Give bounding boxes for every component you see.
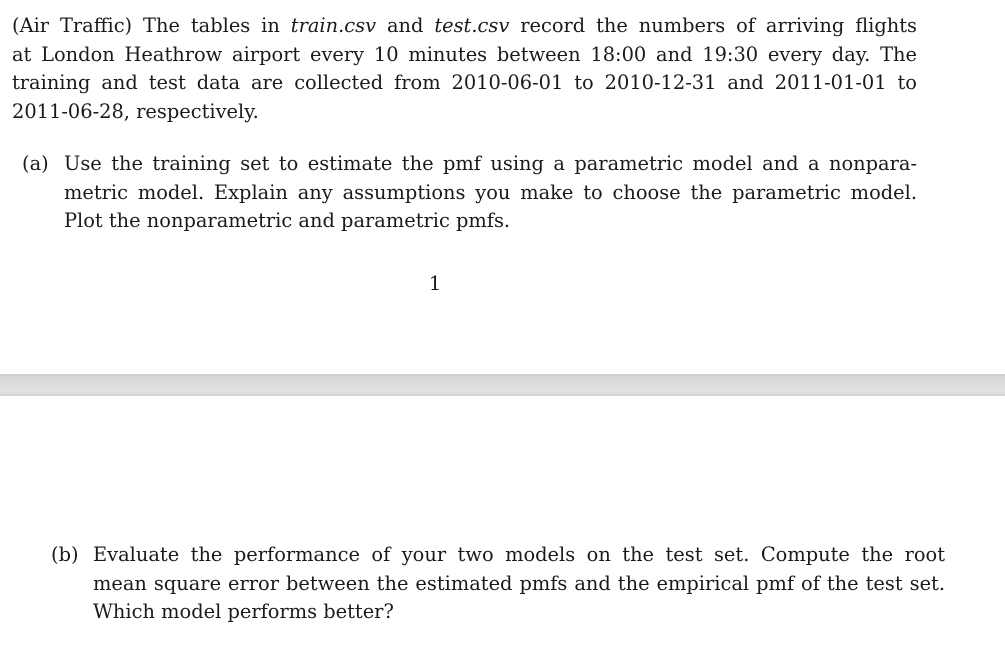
part-b-marker: (b) (51, 543, 79, 566)
problem-intro (12, 12, 917, 126)
part-b-line (51, 541, 945, 570)
part-b (51, 541, 945, 627)
intro-text: and (376, 14, 435, 37)
part-b-line (51, 598, 945, 627)
page-number: 1 (428, 272, 442, 295)
intro-line: 2011-06-28, respectively. (12, 99, 259, 123)
part-a (22, 150, 917, 236)
part-a-marker: (a) (22, 152, 49, 175)
train-file-name: train.csv (290, 14, 377, 37)
intro-line (12, 12, 917, 41)
intro-text: (Air Traffic) The tables in (12, 14, 291, 37)
part-a-line (22, 179, 917, 208)
part-a-line (22, 150, 917, 179)
page-2 (0, 396, 1005, 670)
part-b-text: Which model performs better? (93, 600, 394, 624)
part-a-text: metric model. Explain any assumptions you make to choose the parametric model. (64, 180, 917, 204)
part-a-line (22, 207, 917, 236)
part-a-text: Use the training set to estimate the pmf using a parametric model and a nonpara- (64, 152, 917, 175)
test-file-name: test.csv (434, 14, 510, 37)
intro-text: record the numbers of arriving flights (509, 14, 917, 37)
part-b-line (51, 570, 945, 599)
intro-line: at London Heathrow airport every 10 minutes between 18:00 and 19:30 every day. The (12, 42, 917, 66)
page-separator (0, 374, 1005, 396)
part-b-text: mean square error between the estimated pmfs and the empirical pmf of the test set. (93, 571, 945, 595)
intro-line: training and test data are collected from 2010-06-01 to 2010-12-31 and 2011-01-01 to (12, 71, 917, 95)
part-b-text: Evaluate the performance of your two models on the test set. Compute the root (93, 543, 945, 566)
part-a-text: Plot the nonparametric and parametric pmfs. (64, 209, 511, 233)
